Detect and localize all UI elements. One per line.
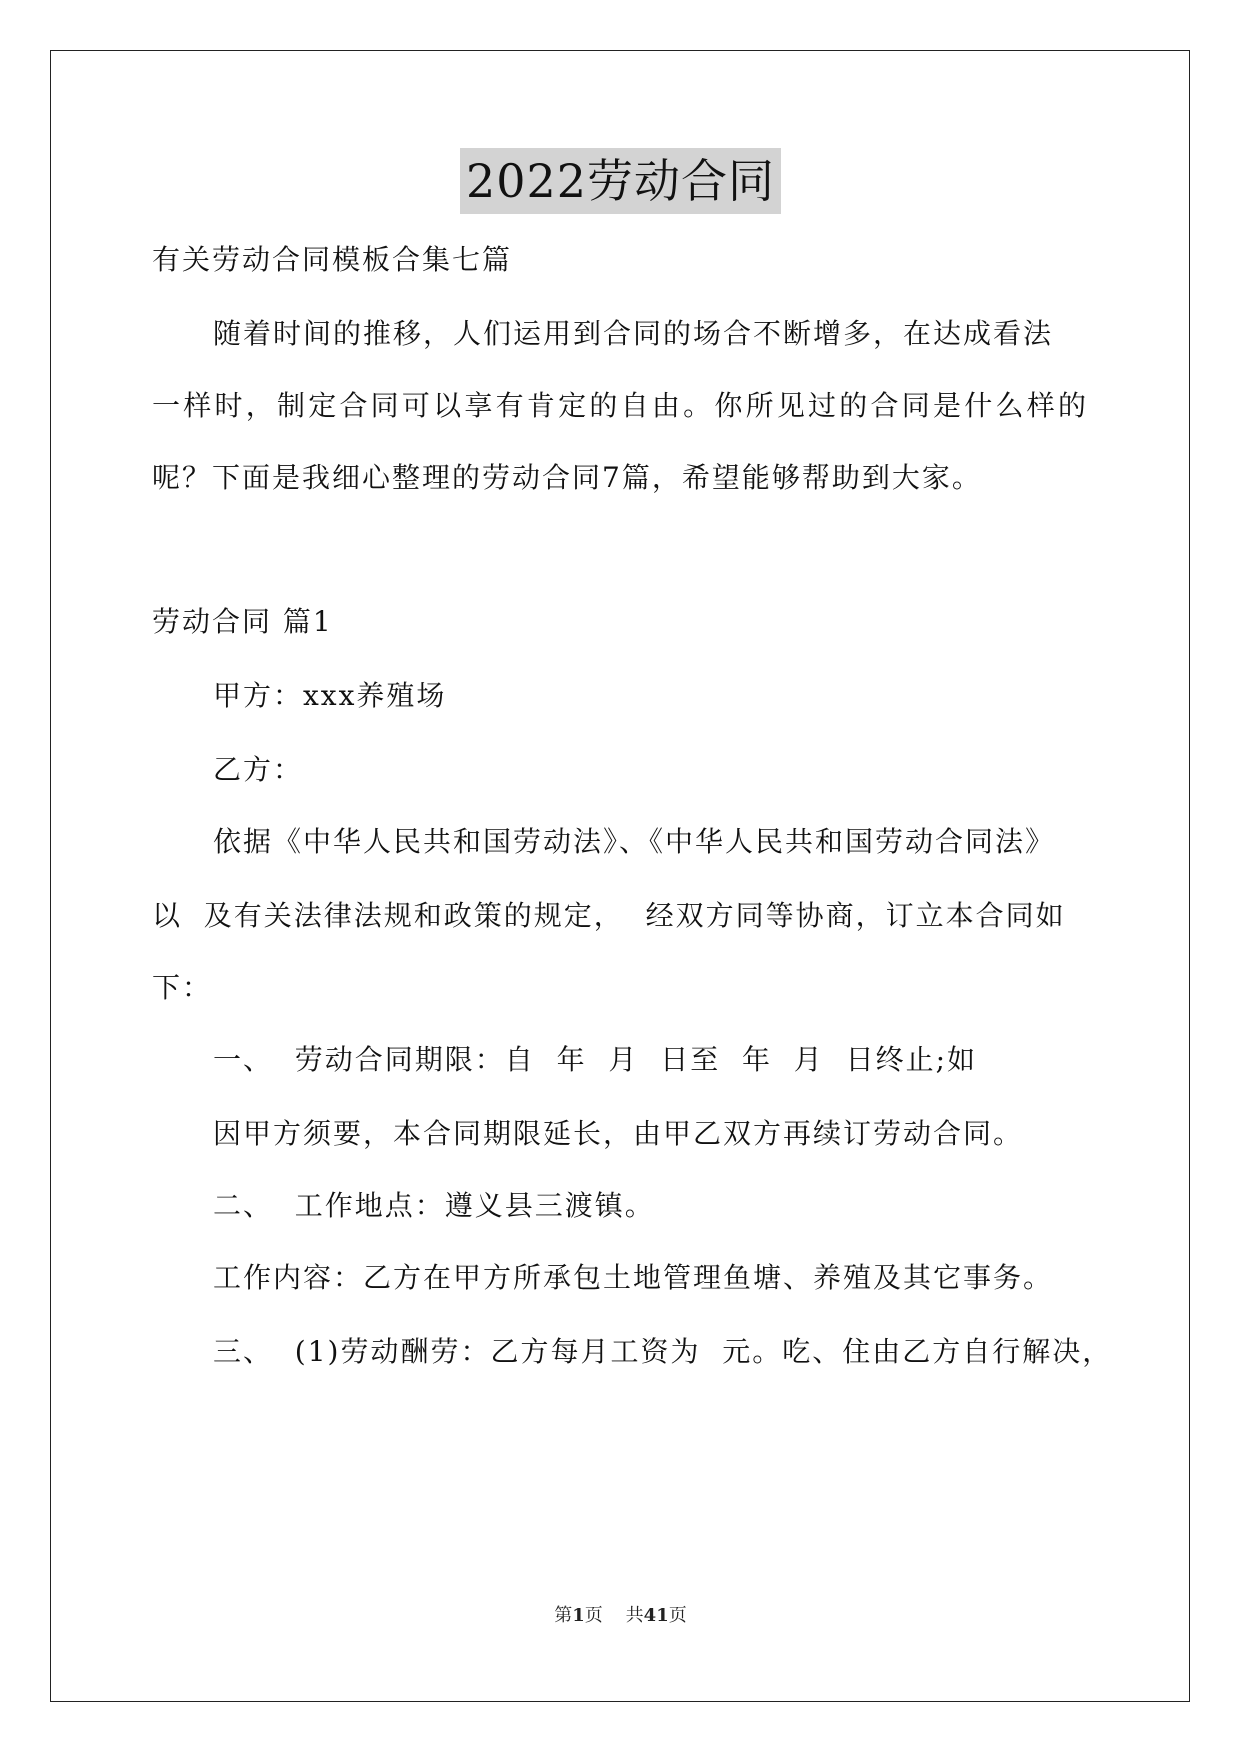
footer-page-number: 1	[572, 1605, 585, 1626]
intro-line-3: 呢？下面是我细心整理的劳动合同7篇，希望能够帮助到大家。	[152, 461, 982, 494]
footer-suffix: 页	[668, 1605, 687, 1626]
footer-mid: 页 共	[584, 1605, 644, 1626]
title-container	[0, 148, 1241, 214]
party-a: 甲方：xxx养殖场	[213, 679, 447, 712]
basis-line-3: 下：	[152, 971, 213, 1004]
clause-2: 二、 工作地点：遵义县三渡镇。	[213, 1189, 655, 1222]
party-b: 乙方：	[213, 753, 304, 786]
work-content: 工作内容：乙方在甲方所承包土地管理鱼塘、养殖及其它事务。	[213, 1261, 1054, 1294]
clause-3: 三、 (1)劳动酬劳：乙方每月工资为 元。吃、住由乙方自行解决，	[213, 1335, 1113, 1368]
page-footer	[0, 1604, 1241, 1628]
clause-1-continued: 因甲方须要，本合同期限延长，由甲乙双方再续订劳动合同。	[213, 1117, 1024, 1150]
clause-1: 一、 劳动合同期限：自 年 月 日至 年 月 日终止;如	[213, 1043, 978, 1076]
section-heading: 劳动合同 篇1	[152, 605, 333, 638]
intro-line-1: 随着时间的推移，人们运用到合同的场合不断增多，在达成看法	[213, 317, 1054, 350]
page-border	[50, 50, 1190, 1702]
document-subtitle: 有关劳动合同模板合集七篇	[152, 243, 513, 276]
basis-line-1: 依据《中华人民共和国劳动法》、《中华人民共和国劳动合同法》	[213, 825, 1056, 858]
footer-prefix: 第	[554, 1605, 573, 1626]
document-title: 2022劳动合同	[460, 148, 781, 214]
footer-total-pages: 41	[643, 1605, 669, 1626]
basis-line-2: 以 及有关法律法规和政策的规定， 经双方同等协商，订立本合同如	[152, 899, 1066, 932]
intro-line-2: 一样时，制定合同可以享有肯定的自由。你所见过的合同是什么样的	[152, 389, 1088, 422]
